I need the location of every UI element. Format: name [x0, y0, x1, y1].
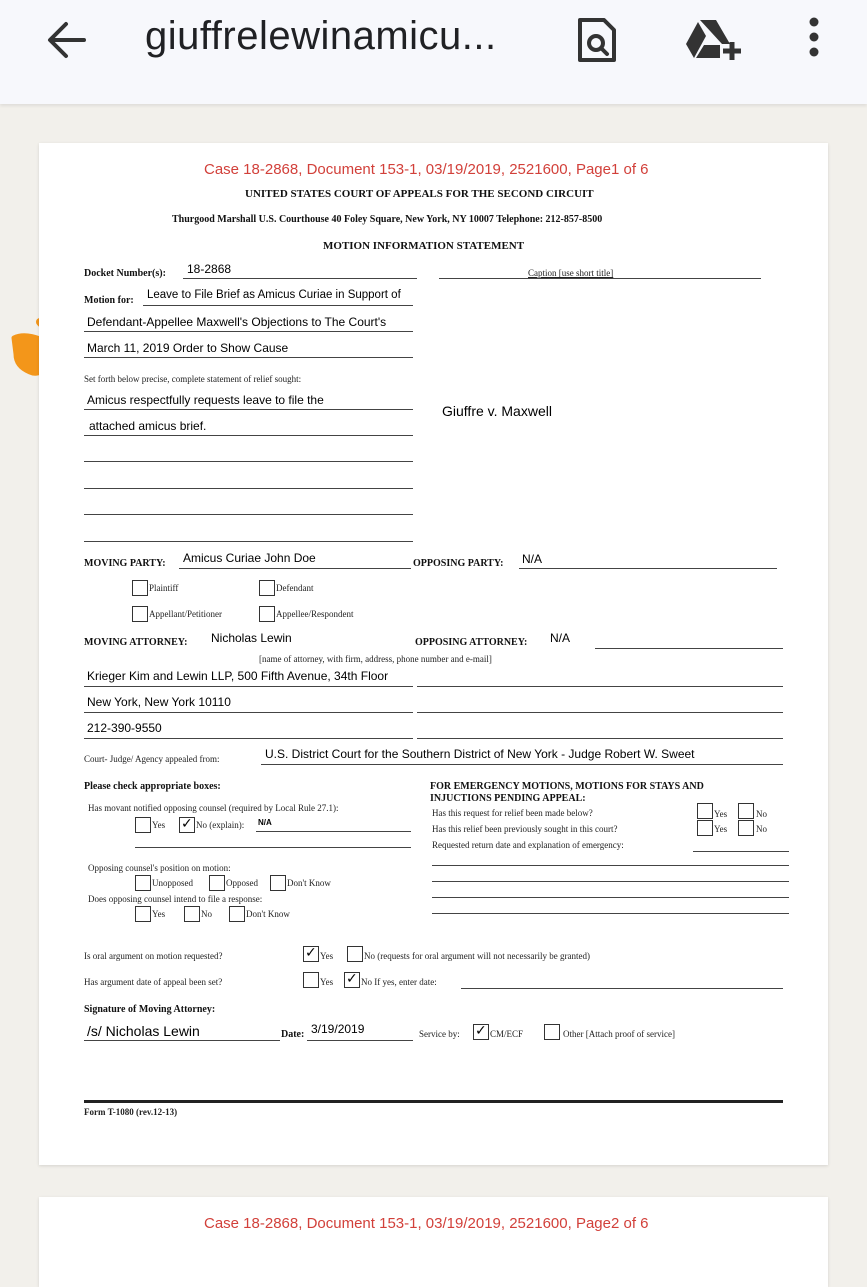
- response-label: Does opposing counsel intend to file a response:: [88, 894, 263, 904]
- docket-value: 18-2868: [187, 262, 232, 276]
- appellant-label: Appellant/Petitioner: [149, 609, 222, 619]
- checkmark-icon: ✓: [475, 1023, 487, 1039]
- emergency-title-2: INJUCTIONS PENDING APPEAL:: [430, 793, 586, 804]
- emergency-q1: Has this request for relief been made below?: [432, 808, 593, 818]
- date-label: Date:: [281, 1029, 305, 1040]
- date-value: 3/19/2019: [311, 1022, 365, 1036]
- moving-party-value: Amicus Curiae John Doe: [183, 551, 316, 565]
- checkmark-icon: ✓: [181, 816, 193, 832]
- motion-line-2: Defendant-Appellee Maxwell's Objections to The Court's: [87, 315, 387, 329]
- document-search-icon[interactable]: [576, 16, 618, 64]
- argument-date-yes-label: Yes: [320, 977, 334, 987]
- pdf-page-1: [39, 143, 828, 1165]
- opposing-party-value: N/A: [522, 552, 543, 566]
- service-cm-ecf-label: CM/ECF: [490, 1029, 524, 1039]
- notified-no-label: No (explain):: [196, 820, 245, 830]
- emergency-q2-yes-checkbox[interactable]: [697, 820, 713, 836]
- oral-no-label: No (requests for oral argument will not necessarily be granted): [364, 951, 591, 961]
- oral-no-checkbox[interactable]: [347, 946, 363, 962]
- attorney-note: [name of attorney, with firm, address, phone number and e-mail]: [259, 654, 492, 664]
- opposing-attorney-value: N/A: [550, 631, 571, 645]
- notified-explain-value: N/A: [258, 818, 272, 827]
- response-no-checkbox[interactable]: [184, 906, 200, 922]
- moving-attorney-value: Nicholas Lewin: [211, 631, 292, 645]
- notified-yes-checkbox[interactable]: [135, 817, 151, 833]
- appellee-label: Appellee/Respondent: [276, 609, 354, 619]
- caption-label: Caption [use short title]: [528, 268, 614, 278]
- checkmark-icon: ✓: [305, 945, 317, 961]
- emergency-q2-yes-label: Yes: [714, 824, 728, 834]
- response-dont-know-checkbox[interactable]: [229, 906, 245, 922]
- response-yes-checkbox[interactable]: [135, 906, 151, 922]
- caption-value: Giuffre v. Maxwell: [442, 403, 552, 419]
- argument-date-label: Has argument date of appeal been set?: [84, 977, 223, 987]
- response-dont-know-label: Don't Know: [246, 909, 290, 919]
- response-no-label: No: [201, 909, 212, 919]
- argument-date-no-label: No If yes, enter date:: [361, 977, 437, 987]
- relief-line-2: attached amicus brief.: [89, 419, 207, 433]
- moving-party-label: MOVING PARTY:: [84, 558, 166, 569]
- oral-argument-label: Is oral argument on motion requested?: [84, 951, 223, 961]
- oral-yes-label: Yes: [320, 951, 334, 961]
- notified-yes-label: Yes: [152, 820, 166, 830]
- emergency-q2: Has this relief been previously sought in this court?: [432, 824, 618, 834]
- form-number: Form T-1080 (rev.12-13): [84, 1107, 178, 1117]
- more-vert-icon[interactable]: [806, 16, 822, 60]
- page-header: Case 18-2868, Document 153-1, 03/19/2019, 2521600, Page2 of 6: [204, 1215, 649, 1232]
- emergency-q1-no-label: No: [756, 809, 767, 819]
- checkmark-icon: ✓: [346, 971, 358, 987]
- service-other-label: Other [Attach proof of service]: [563, 1029, 675, 1039]
- opposing-attorney-label: OPPOSING ATTORNEY:: [415, 637, 528, 648]
- notified-question: Has movant notified opposing counsel (required by Local Rule 27.1):: [88, 803, 339, 813]
- court-appealed-label: Court- Judge/ Agency appealed from:: [84, 754, 220, 764]
- top-app-bar: [0, 0, 867, 104]
- relief-line-1: Amicus respectfully requests leave to file the: [87, 393, 324, 407]
- emergency-title-1: FOR EMERGENCY MOTIONS, MOTIONS FOR STAYS AND: [430, 781, 704, 792]
- argument-date-yes-checkbox[interactable]: [303, 972, 319, 988]
- moving-attorney-label: MOVING ATTORNEY:: [84, 637, 188, 648]
- footer-rule: [84, 1100, 783, 1103]
- opposed-checkbox[interactable]: [209, 875, 225, 891]
- emergency-q1-no-checkbox[interactable]: [738, 803, 754, 819]
- position-label: Opposing counsel's position on motion:: [88, 863, 231, 873]
- signature-value: /s/ Nicholas Lewin: [87, 1023, 200, 1039]
- attorney-line-1: Krieger Kim and Lewin LLP, 500 Fifth Avenue, 34th Floor: [87, 669, 389, 683]
- defendant-label: Defendant: [276, 583, 314, 593]
- opposed-label: Opposed: [226, 878, 258, 888]
- attorney-line-2: New York, New York 10110: [87, 695, 231, 709]
- position-dont-know-checkbox[interactable]: [270, 875, 286, 891]
- service-other-checkbox[interactable]: [544, 1024, 560, 1040]
- relief-label: Set forth below precise, complete statement of relief sought:: [84, 374, 302, 384]
- unopposed-checkbox[interactable]: [135, 875, 151, 891]
- document-title: giuffrelewinamicu...: [145, 14, 497, 58]
- form-title: MOTION INFORMATION STATEMENT: [323, 240, 525, 252]
- emergency-q3: Requested return date and explanation of emergency:: [432, 840, 624, 850]
- motion-line-3: March 11, 2019 Order to Show Cause: [87, 341, 289, 355]
- emergency-q1-yes-checkbox[interactable]: [697, 803, 713, 819]
- signature-label: Signature of Moving Attorney:: [84, 1004, 216, 1015]
- court-name: UNITED STATES COURT OF APPEALS FOR THE SECOND CIRCUIT: [245, 188, 594, 200]
- appellee-checkbox[interactable]: [259, 606, 275, 622]
- drive-add-icon[interactable]: [686, 18, 742, 60]
- court-address: Thurgood Marshall U.S. Courthouse 40 Foley Square, New York, NY 10007 Telephone: 212-857-8500: [172, 214, 603, 225]
- plaintiff-checkbox[interactable]: [132, 580, 148, 596]
- service-label: Service by:: [419, 1029, 460, 1039]
- opposing-party-label: OPPOSING PARTY:: [413, 558, 504, 569]
- motion-for-label: Motion for:: [84, 295, 134, 306]
- emergency-q2-no-checkbox[interactable]: [738, 820, 754, 836]
- defendant-checkbox[interactable]: [259, 580, 275, 596]
- appellant-checkbox[interactable]: [132, 606, 148, 622]
- arrow-back-icon[interactable]: [44, 18, 92, 62]
- motion-line-1: Leave to File Brief as Amicus Curiae in Support of: [147, 289, 401, 301]
- docket-label: Docket Number(s):: [84, 268, 166, 279]
- plaintiff-label: Plaintiff: [149, 583, 179, 593]
- position-dont-know-label: Don't Know: [287, 878, 331, 888]
- response-yes-label: Yes: [152, 909, 166, 919]
- unopposed-label: Unopposed: [152, 878, 193, 888]
- emergency-q2-no-label: No: [756, 824, 767, 834]
- page-header: Case 18-2868, Document 153-1, 03/19/2019, 2521600, Page1 of 6: [204, 161, 649, 178]
- check-boxes-label: Please check appropriate boxes:: [84, 781, 221, 792]
- pdf-page-2: [39, 1197, 828, 1287]
- emergency-q1-yes-label: Yes: [714, 809, 728, 819]
- court-appealed-value: U.S. District Court for the Southern District of New York - Judge Robert W. Sweet: [265, 747, 695, 761]
- attorney-line-3: 212-390-9550: [87, 721, 162, 735]
